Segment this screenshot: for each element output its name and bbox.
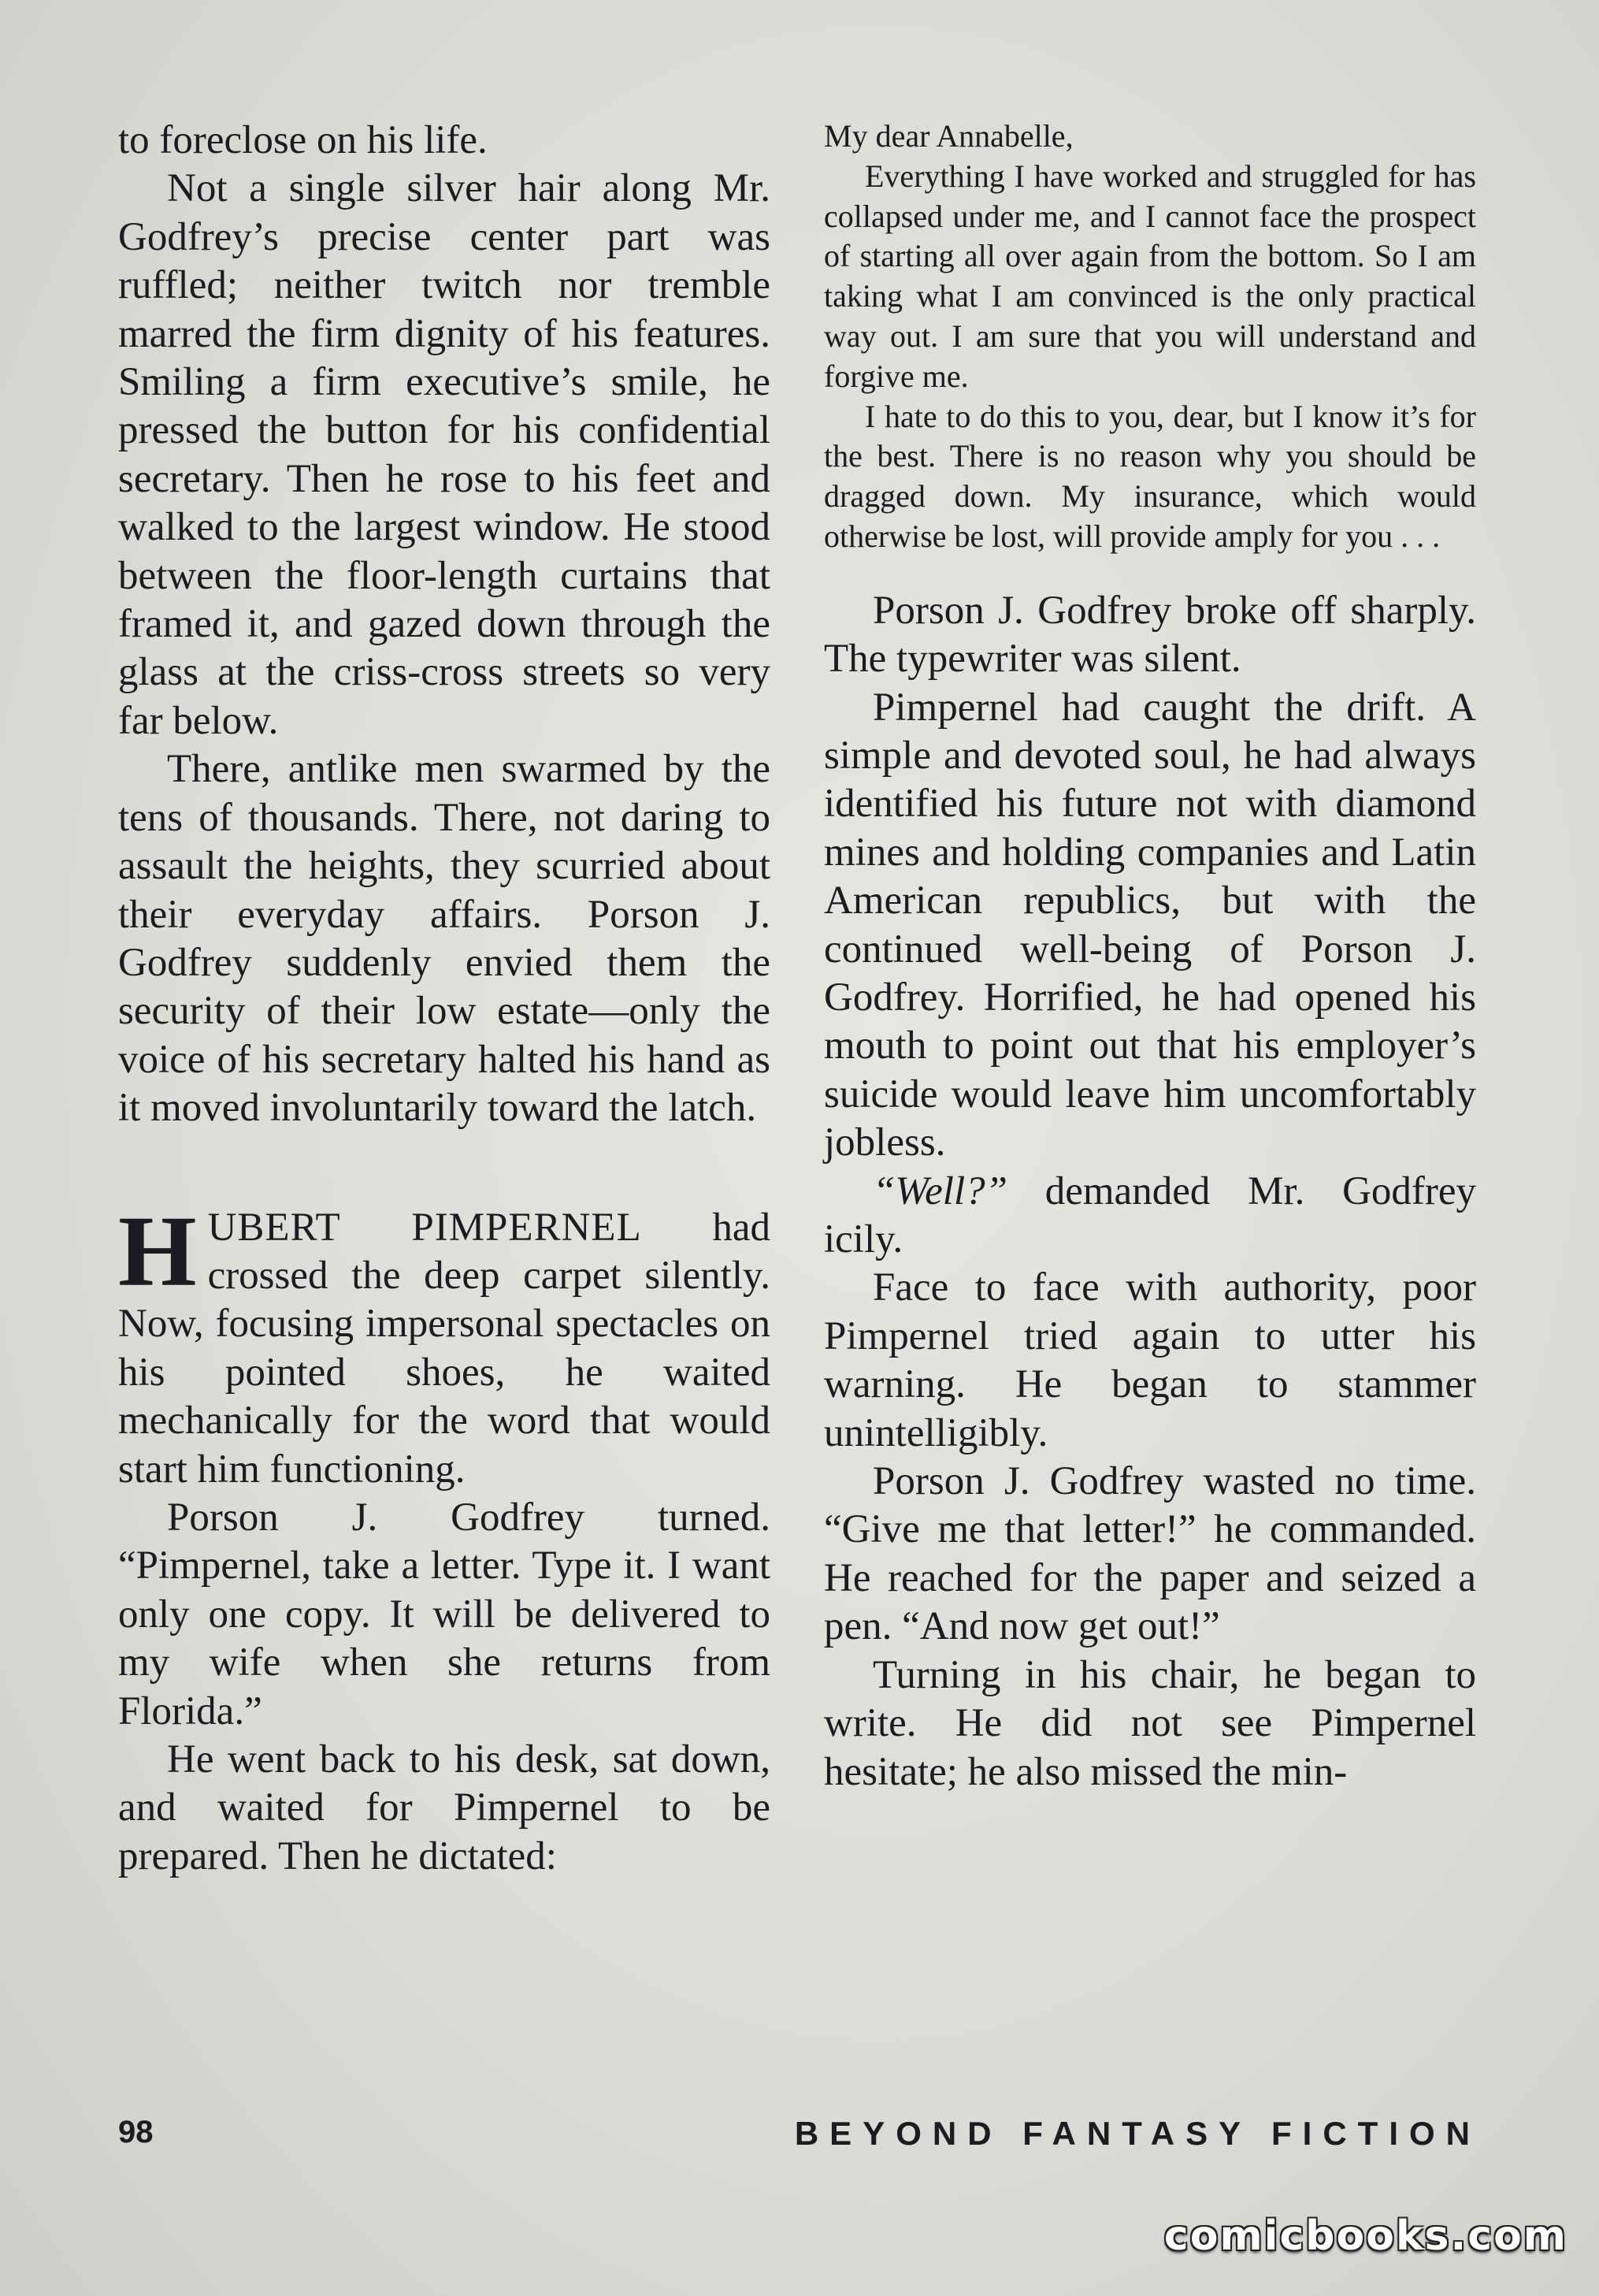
right-column: [824, 117, 1476, 1796]
paragraph-text: demanded Mr. Godfrey icily.: [824, 1168, 1476, 1262]
letter-paragraph: I hate to do this to you, dear, but I know it’s for the best. There is no reason why you should be dragged down. My insurance, which would otherwise be lost, will provide amply for you . . .: [824, 398, 1476, 554]
paragraph: Porson J. Godfrey wasted no time. “Give me that letter!” he commanded. He reached for the paper and seized a pen. “And now get out!”: [824, 1459, 1476, 1649]
paragraph: Porson J. Godfrey broke off sharply. The typewriter was silent.: [824, 588, 1476, 682]
small-caps-name: UBERT PIMPERNEL: [207, 1205, 642, 1250]
paragraph: Turning in his chair, he began to write. He did not see Pimpernel hesitate; he also missed the min-: [824, 1652, 1476, 1794]
letter-break: [824, 557, 1476, 587]
paragraph: [824, 1168, 1476, 1265]
paragraph: Porson J. Godfrey turned. “Pimpernel, take a letter. Type it. I want only one copy. It will be delivered to my wife when she returns from Florida.”: [118, 1495, 770, 1733]
italic-quote: “Well?”: [873, 1168, 1008, 1213]
paragraph: to foreclose on his life.: [118, 118, 488, 162]
dictated-letter: [824, 117, 1476, 557]
paragraph: Not a single silver hair along Mr. Godfrey’s precise center part was ruffled; neither twitch nor tremble marred the firm dignity of his features. Smiling a firm executive’s smile, he pressed the button for his confidential secretary. Then he rose to his feet and walked to the largest window. He stood between the floor-length curtains that framed it, and gazed down through the glass at the criss-cross streets so very far below.: [118, 166, 770, 743]
paragraph: Pimpernel had caught the drift. A simple and devoted soul, he had always identified his future not with diamond mines and holding companies and Latin American republics, but with the continued well-being of Porson J. Godfrey. Horrified, he had opened his mouth to point out that his employer’s suicide would leave him uncomfortably jobless.: [824, 685, 1476, 1165]
paragraph: Face to face with authority, poor Pimpernel tried again to utter his warning. He began to stammer unintelligibly.: [824, 1265, 1476, 1455]
paragraph-text: had crossed the deep carpet silently. Now, focusing impersonal spectacles on his pointed shoes, he waited mechanically for the word that would start him functioning.: [118, 1205, 770, 1492]
magazine-title: BEYOND FANTASY FICTION: [794, 2115, 1481, 2152]
left-column: [118, 117, 770, 1881]
paragraph: There, antlike men swarmed by the tens of thousands. There, not daring to assault the heights, they scurried about their everyday affairs. Porson J. Godfrey suddenly envied them the security of their low estate—only the voice of his secretary halted his hand as it moved involuntarily toward the latch.: [118, 747, 770, 1131]
section-opening-paragraph: [118, 1194, 770, 1494]
paragraph: He went back to his desk, sat down, and waited for Pimpernel to be prepared. Then he dictated:: [118, 1737, 770, 1878]
letter-salutation: My dear Annabelle,: [824, 118, 1074, 154]
right-body-text: [824, 587, 1476, 1796]
watermark-logo: comicbooks.com: [1163, 2212, 1567, 2260]
page-number: 98: [118, 2115, 154, 2149]
letter-paragraph: Everything I have worked and struggled for has collapsed under me, and I cannot face the prospect of starting all over again from the bottom. So I am taking what I am convinced is the only practical way out. I am sure that you will understand and forgive me.: [824, 158, 1476, 394]
section-break: [118, 1133, 770, 1204]
drop-cap: H: [118, 1194, 197, 1307]
